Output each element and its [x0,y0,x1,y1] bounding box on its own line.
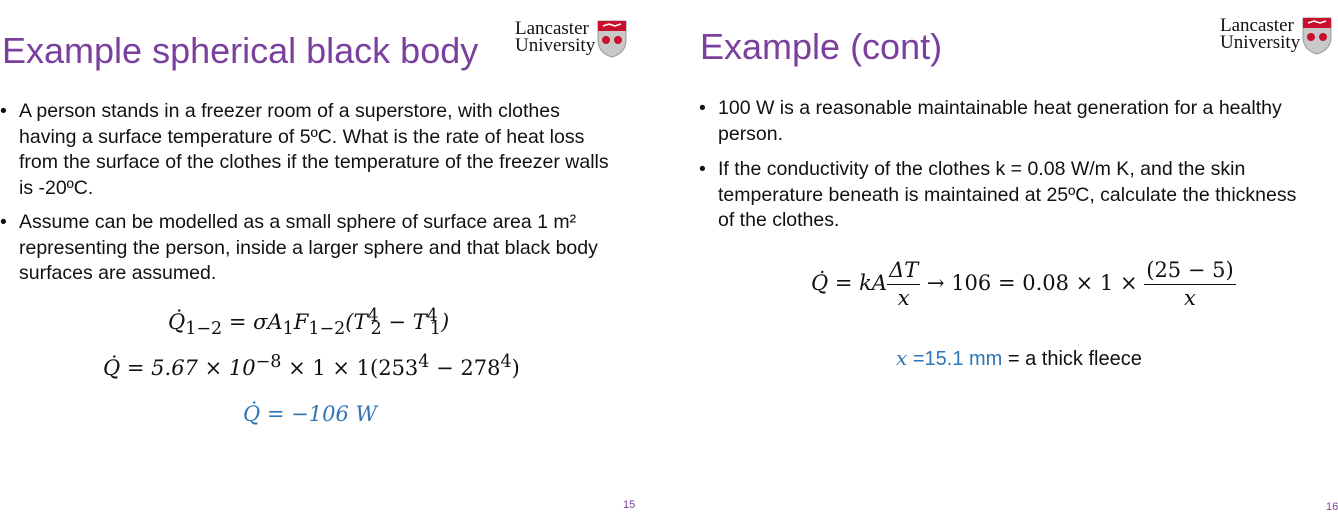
lancaster-university-logo [1220,17,1332,55]
equation-conduction: Q̇ = kA $\frac{\Delta T}{x}$ → 106 = 0.08 × 1 × $\frac{(25 - 5)}{x}$ [811,258,1234,311]
bullet-list [0,99,610,287]
shield-icon [597,20,627,58]
equation-2: Q̇ = $5.67 \times 10^{-8} \times 1 \times 1(253^4 - 278^4)$ [103,352,520,380]
result-variable: x [896,346,908,370]
result-value: =15.1 mm [907,348,1003,370]
slide-16 [690,0,1338,527]
bullet-item: • A person stands in a freezer room of a superstore, with clothes having a surface temperature of 5ºC. What is the rate of heat loss from the surface of the clothes if the temperature of the freezer walls is -20ºC. [0,99,610,201]
page-number: 16 [1326,501,1338,513]
thickness-result [896,346,1142,371]
slide-title: Example (cont) [700,26,943,67]
result-description: = a thick fleece [1002,348,1142,370]
logo-line2: University [515,35,596,56]
shield-icon [1302,17,1332,55]
bullet-item: • Assume can be modelled as a small sphere of surface area 1 m² representing the person, inside a larger sphere and that black body surfaces are assumed. [0,210,610,287]
slide-15 [0,0,660,527]
logo-line1: Lancaster [515,18,589,39]
logo-text [515,20,595,54]
page-number: 15 [623,499,636,511]
bullet-item: • If the conductivity of the clothes k = 0.08 W/m K, and the skin temperature beneath is maintained at 25ºC, calculate the thickness of the clothes. [699,157,1299,234]
equation-1: $Q̇_{1-2} = \sigma A_1F_{1-2}(T^4_2 - T^4_1)$ [168,306,450,340]
bullet-list [699,96,1299,234]
equation-3-result: Q̇ = −106 W [243,402,378,426]
logo-line2: University [1220,32,1301,53]
logo-text [1220,17,1300,51]
bullet-item: • 100 W is a reasonable maintainable heat generation for a healthy person. [699,96,1299,147]
slide-title: Example spherical black body [2,30,479,71]
lancaster-university-logo [515,20,627,58]
logo-line1: Lancaster [1220,15,1294,36]
